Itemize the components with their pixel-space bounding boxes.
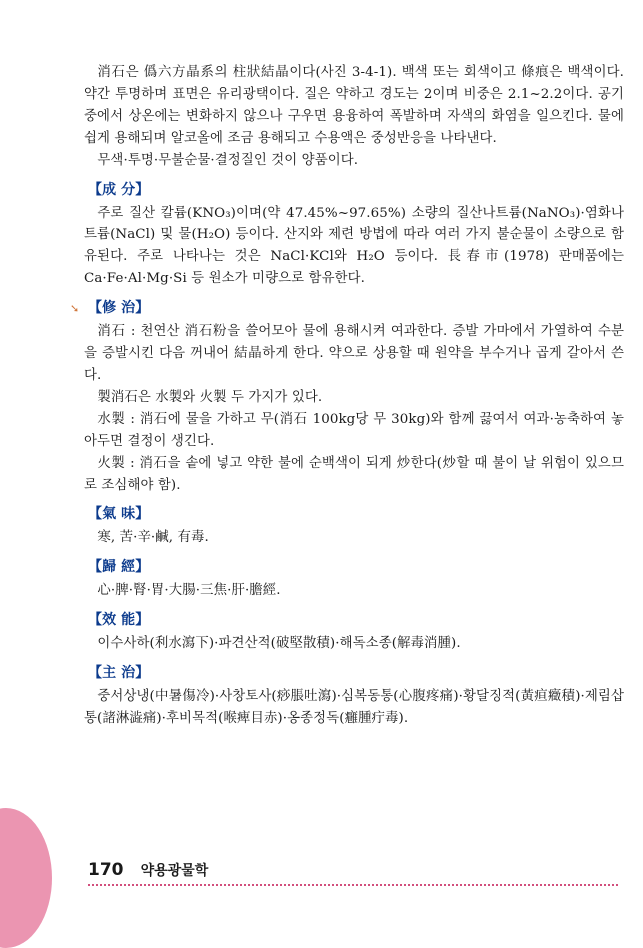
arrow-mark-icon: ➘ xyxy=(70,302,80,316)
book-title: 약용광물학 xyxy=(140,863,209,879)
page-content xyxy=(70,62,624,730)
intro-paragraph: 무색·투명·무불순물·결정질인 것이 양품이다. xyxy=(97,152,359,168)
processing-paragraph: 水製 : 消石에 물을 가하고 무(消石 100kg당 무 30kg)와 함께 끓여서 여과·농축하여 놓아두면 결정이 생긴다. xyxy=(84,411,624,449)
heading-label: 修 治 xyxy=(102,300,136,317)
heading-label: 氣 味 xyxy=(102,506,136,523)
section-heading-effects: 【效 能】 xyxy=(88,612,150,629)
section-heading-indications: 【主 治】 xyxy=(88,665,150,682)
heading-label: 歸 經 xyxy=(102,559,136,576)
composition-paragraph: 주로 질산 칼륨(KNO₃)이며(약 47.45%~97.65%) 소량의 질산나트륨(NaNO₃)·염화나트륨(NaCl) 및 물(H₂O) 등이다. 산지와 제련 방법에 따라 여러 가지 불순물이 소량으로 함유된다. 주로 나타나는 것은 NaCl·KCl와 H₂O 등이다. 長春市(1978) 판매품에는 Ca·Fe·Al·Mg·Si 등 원소가 미량으로 함유한다. xyxy=(84,205,624,287)
footer-divider xyxy=(88,884,618,886)
heading-label: 成 分 xyxy=(102,181,136,198)
processing-paragraph: 消石 : 천연산 消石粉을 쓸어모아 물에 용해시켜 여과한다. 증발 가마에서 가열하여 수분을 증발시킨 다음 꺼내어 結晶하게 한다. 약으로 상용할 때 원약을 부수거나 곱게 갈아서 쓴다. xyxy=(84,324,624,383)
decorative-circle xyxy=(0,808,52,948)
section-heading-nature: 【氣 味】 xyxy=(88,506,150,523)
heading-label: 主 治 xyxy=(102,665,136,682)
heading-label: 效 能 xyxy=(102,612,136,629)
processing-paragraph: 火製 : 消石을 솥에 넣고 약한 불에 순백색이 되게 炒한다(炒할 때 불이 날 위험이 있으므로 조심해야 함). xyxy=(84,455,624,493)
effects-paragraph: 이수사하(利水瀉下)·파견산적(破堅散積)·해독소종(解毒消腫). xyxy=(97,636,461,652)
section-heading-meridian: 【歸 經】 xyxy=(88,559,150,576)
section-heading-processing: ➘ 【修 治】 xyxy=(88,298,624,318)
intro-paragraph: 消石은 僞六方晶系의 柱狀結晶이다(사진 3-4-1). 백색 또는 회색이고 條痕은 백색이다. 약간 투명하며 표면은 유리광택이다. 질은 약하고 경도는 2이며 비중은 2.1~2.2이다. 공기 중에서 상온에는 변화하지 않으나 구우면 용융하여 폭발하며 자색의 화염을 일으킨다. 물에 쉽게 용해되며 알코올에 조금 용해되고 수용액은 중성반응을 나타낸다. xyxy=(84,65,624,146)
nature-paragraph: 寒, 苦·辛·鹹, 有毒. xyxy=(97,530,209,546)
section-heading-composition: 【成 分】 xyxy=(88,181,150,198)
page-footer xyxy=(88,860,618,886)
indications-paragraph: 중서상냉(中暑傷冷)·사창토사(痧脹吐瀉)·심복동통(心腹疼痛)·황달징적(黃疸癥積)·제림삽통(諸淋澁痛)·후비목적(喉痺目赤)·옹종정독(癰腫疔毒). xyxy=(84,689,624,727)
meridian-paragraph: 心·脾·腎·胃·大腸·三焦·肝·膽經. xyxy=(97,583,281,599)
page-number: 170 xyxy=(88,860,124,880)
processing-paragraph: 製消石은 水製와 火製 두 가지가 있다. xyxy=(97,389,323,405)
